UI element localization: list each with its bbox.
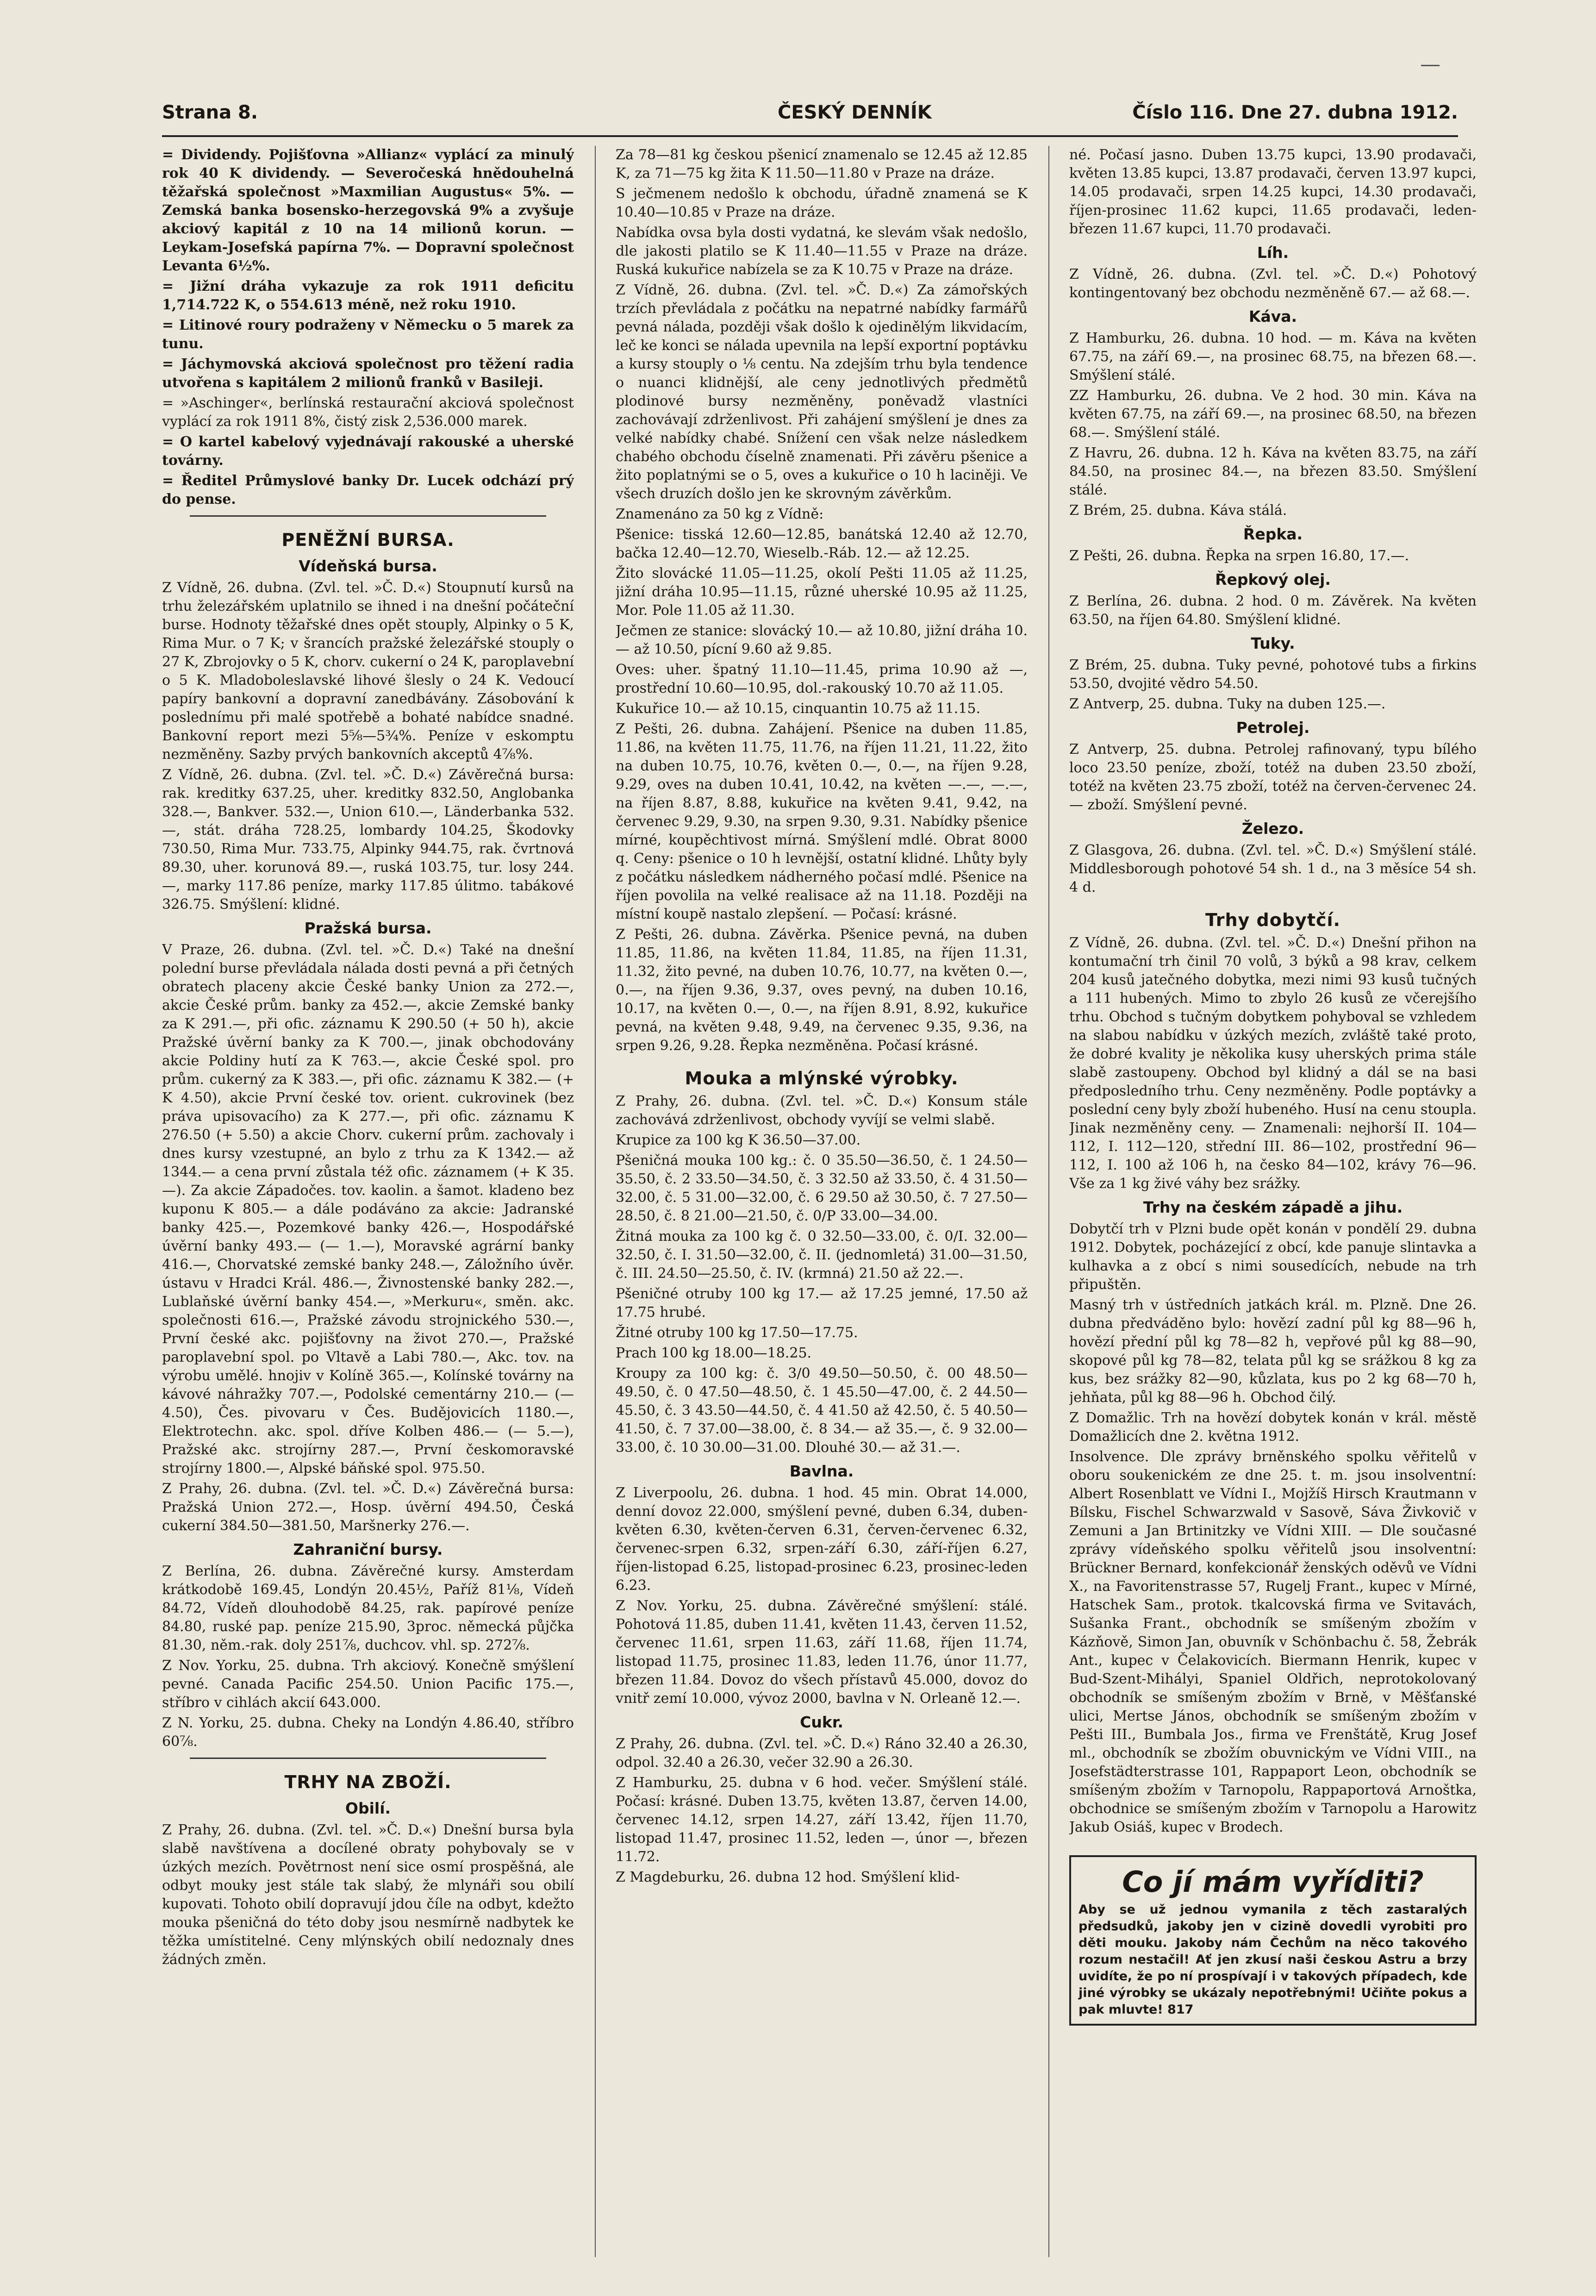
column-1 [162, 146, 574, 2257]
market-report: Z Prahy, 26. dubna. (Zvl. tel. »Č. D.«) Dnešní bursa byla slabě navštívena a docílené obraty pohybovaly se v úzkých mezích. Povětrnost není sice osmí prospěšná, ale odbyt mouky jest stále tak slabý, že mlynáři sou obilí kupovati. Tohoto obilí dopravují jdou číle na odbyt, kdežto mouka pšeničná do této doby jsou nesmírně nadbytek ke těžka umístitelné. Ceny mlýnských obilí nedoznaly dnes žádných změn. [162, 1822, 574, 1968]
market-report: ZZ Hamburku, 26. dubna. Ve 2 hod. 30 min. Káva na květen 67.75, na září 69.—, na prosinec 68.50, na březen 68.—. Smýšlení stálé. [1069, 388, 1477, 441]
market-report: Z Hamburku, 25. dubna v 6 hod. večer. Smýšlení stálé. Počasí: krásné. Duben 13.75, květen 13.87, červen 14.00, červenec 14.12, srpen 14.27, září 13.42, říjen 11.70, listopad 11.47, prosinec 11.52, leden —, únor —, březen 11.72. [616, 1775, 1028, 1865]
subsection-heading: Líh. [1257, 244, 1289, 262]
page-corner-mark [1421, 65, 1440, 66]
subsection-heading: Řepka. [1243, 525, 1303, 543]
insolvency-report: Insolvence. Dle zprávy brněnského spolku věřitelů v oboru soukenickém ze dne 25. t. m. jsou insolventní: Albert Rosenblatt ve Vídni I., Mojžíš Hirsch Krautmann v Bílsku, Fischel Schwarzwald v Sasově, Sáva Živkovič v Zemuni a Jan Brtinitzky ve Vídni XIII. — Dle současné zprávy vídeňského spolku věřitelů jsou insolventní: Brückner Bernard, konfekcionář ženských oděvů ve Vídni X., na Favoritenstrasse 57, Rugelj Frant., kupec v Mírné, Hatschek Sam., protok. tkalcovská firma ve Svitavách, Sušanka Frant., obchodník se smíšeným zbožím v Kázňově, Simon Jan, obuvník v Schönbachu č. 58, Žebrák Ant., kupec v Čelakovicích. Biermann Henrik, kupec v Bud-Szent-Mihályi, Spaniel Oldřich, neprotokolovaný obchodník se smíšeným zbožím v Brně, v Měšťanské ulici, Mertse János, obchodník se smíšeným zbožím v Pešti III., Bumbala Jos., firma ve Frenštátě, Krug Josef ml., obchodník se zbožím obuvnickým ve Vídni VIII., na Josefstädterstrasse 101, Rappaport Leon, obchodník se smíšeným zbožím v Tarnopolu, Rappaportová Arnoštka, obchodnice se smíšeným zbožím v Tarnopolu a Harowitz Jakub Osiáš, kupec v Brodech. [1069, 1449, 1477, 1835]
market-report: Pšeničné otruby 100 kg 17.— až 17.25 jemné, 17.50 až 17.75 hrubé. [616, 1286, 1028, 1320]
market-report: Z Brém, 25. dubna. Tuky pevné, pohotové tubs a firkins 53.50, dvojité vědro 54.50. [1069, 657, 1477, 692]
subsection-heading: Obilí. [345, 1799, 391, 1817]
section-rule [190, 1758, 546, 1759]
market-report: Žitná mouka za 100 kg č. 0 32.50—33.00, č. 0/I. 32.00—32.50, č. I. 31.50—32.00, č. II. (jednomletá) 31.00—31.50, č. III. 24.50—25.50, č. IV. (krmná) 21.50 až 22.—. [616, 1228, 1028, 1282]
subsection-heading: Petrolej. [1236, 719, 1310, 737]
news-brief: = Jižní dráha vykazuje za rok 1911 deficitu 1,714.722 K, o 554.613 méně, než roku 1910. [162, 278, 574, 313]
section-heading: TRHY NA ZBOŽÍ. [284, 1772, 452, 1792]
market-report: Z Pešti, 26. dubna. Zahájení. Pšenice na duben 11.85, 11.86, na květen 11.75, 11.76, na říjen 11.21, 11.22, žito na duben 10.75, 10.76, květen 0.—, 0.—, na říjen 9.28, 9.29, oves na duben 10.41, 10.42, na květen —.—, —.—, na říjen 8.87, 8.88, kukuřice na květen 9.41, 9.42, na červenec 9.29, 9.30, na srpen 9.30, 9.31. Nabídky pšenice mírné, koupěchtivost mírná. Smýšlení mdlé. Obrat 8000 q. Ceny: pšenice o 10 h levnější, ostatní klidné. Lhůty byly z počátku následkem nádherného počasí mdlé. Pšenice na říjen povolila na velké realisace až na 11.18. Později na místní koupě nastalo zlepšení. — Počasí: krásné. [616, 721, 1028, 922]
column-divider-1 [595, 146, 596, 2257]
market-report: Z Vídně, 26. dubna. (Zvl. tel. »Č. D.«) Stoupnutí kursů na trhu železářském uplatnilo se ihned i na dnešní počáteční burse. Hodnoty těžařské dnes opět stouply, Alpinky o 5 K, Rima Mur. o 7 K; v šrancích pražské železářské stouply o 27 K, Zbrojovky o 5 K, chorv. cukerní o 24 K, paroplavební o 5 K. Mladoboleslavské lihové šlesly o 24 K. Vedoucí papíry bankovní a dopravní zanedbávány. Zásobování k poslednímu při malé spotřebě a bohaté nabídce snadné. Bankovní report mezi 5⅝—5¾%. Peníze v eskomptu nezměněny. Sazby prvých bankovních akceptů 4⅞%. [162, 580, 574, 763]
section-rule [190, 515, 546, 517]
subsection-heading: Řepkový olej. [1215, 570, 1331, 588]
market-report: Z N. Yorku, 25. dubna. Cheky na Londýn 4.86.40, stříbro 60⅞. [162, 1715, 574, 1750]
subsection-heading: Železo. [1241, 820, 1304, 838]
market-report: Kroupy za 100 kg: č. 3/0 49.50—50.50, č. 00 48.50—49.50, č. 0 47.50—48.50, č. 1 45.50—47.00, č. 2 44.50—45.50, č. 3 43.50—44.50, č. 4 41.50 až 42.50, č. 5 40.50—41.50, č. 7 37.00—38.00, č. 8 34.— až 35.—, č. 9 32.00—33.00, č. 10 30.00—31.00. Dlouhé 30.— až 31.—. [616, 1365, 1028, 1456]
news-brief: = Dividendy. Pojišťovna »Allianz« vyplácí za minulý rok 40 K dividendy. — Severočeská hnědouhelná těžařská společnost »Maxmilian Augustus« 5%. — Zemská banka bosensko-herzegovská 9% a zvyšuje akciový kapitál z 10 na 14 milionů korun. — Leykam-Josefská papírna 7%. — Dopravní společnost Levanta 6½%. [162, 147, 574, 274]
subsection-heading: Káva. [1248, 307, 1297, 325]
market-report: Dobytčí trh v Plzni bude opět konán v pondělí 29. dubna 1912. Dobytek, pocházející z obcí, kde panuje slintavka a kulhavka a z obcí s nimi sousedících, nebude na trh připuštěn. [1069, 1221, 1477, 1293]
subsection-heading: Zahraniční bursy. [293, 1540, 443, 1558]
news-brief: = Jáchymovská akciová společnost pro těžení radia utvořena s kapitálem 2 milionů franků v Basileji. [162, 356, 574, 391]
column-3 [1069, 146, 1477, 2257]
market-report: Z Antverp, 25. dubna. Tuky na duben 125.—. [1069, 696, 1386, 712]
news-brief: = O kartel kabelový vyjednávají rakouské a uherské továrny. [162, 434, 574, 469]
subsection-heading: Cukr. [800, 1713, 843, 1731]
market-report: Z Antverp, 25. dubna. Petrolej rafinovaný, typu bílého loco 23.50 peníze, zboží, totéž na duben 23.50 zboží, totéž na květen 23.75 zboží, totéž na červen-červenec 24.— zboží. Smýšlení pevné. [1069, 741, 1477, 813]
page-number: Strana 8. [162, 102, 258, 123]
market-report: né. Počasí jasno. Duben 13.75 kupci, 13.90 prodavači, květen 13.85 kupci, 13.87 prodavači, červen 13.97 kupci, 14.05 prodavači, srpen 14.25 kupci, 14.30 prodavači, říjen-prosinec 11.62 kupci, 11.65 prodavači, leden-březen 11.67 kupci, 11.70 prodavači. [1069, 147, 1477, 237]
issue-info: Číslo 116. Dne 27. dubna 1912. [1132, 102, 1458, 123]
market-report: Z Brém, 25. dubna. Káva stálá. [1069, 502, 1287, 519]
market-report: Za 78—81 kg českou pšenicí znamenalo se 12.45 až 12.85 K, za 71—75 kg žita K 11.50—11.80 v Praze na dráze. [616, 147, 1028, 181]
subsection-heading: Vídeňská bursa. [299, 557, 437, 575]
section-heading: Mouka a mlýnské výrobky. [685, 1068, 959, 1089]
market-report: Prach 100 kg 18.00—18.25. [616, 1345, 812, 1361]
market-report: Masný trh v ústředních jatkách král. m. Plzně. Dne 26. dubna předváděno bylo: hovězí zadní půl kg 88—96 h, hovězí přední půl kg 78—82 h, vepřové půl kg 88—90, skopové půl kg 78—82, telata půl kg se srážkou 8 kg za kus, bez srážky 82—90, kůzlata, kus po 2 kg 68—70 h, jehňata, půl kg 88—96 h. Obchod čilý. [1069, 1297, 1477, 1406]
market-report: Ječmen ze stanice: slovácký 10.— až 10.80, jižní dráha 10.— až 10.50, pícní 9.60 až 9.85. [616, 623, 1028, 657]
market-report: Oves: uher. špatný 11.10—11.45, prima 10.90 až —, prostřední 10.60—10.95, dol.-rakouský 10.70 až 11.05. [616, 662, 1028, 696]
market-report: Kukuřice 10.— až 10.15, cinquantin 10.75 až 11.15. [616, 701, 981, 717]
column-divider-2 [1048, 146, 1049, 2257]
market-report: Nabídka ovsa byla dosti vydatná, ke slevám však nedošlo, dle jakosti platilo se K 11.40—11.55 v Praze na dráze. Ruská kukuřice nabízela se za K 10.75 v Praze na dráze. [616, 225, 1028, 278]
market-report: Z Vídně, 26. dubna. (Zvl. tel. »Č. D.«) Dnešní přihon na kontumační trh činil 70 volů, 3 býků a 98 krav, celkem 204 kusů jatečného dobytka, mezi nimi 93 kusů tučných a 111 hubených. Mimo to zbylo 26 kusů ze včerejšího trhu. Obchod s tučným dobytkem pohyboval se vzhledem na slabou nabídku v úzkých mezích, zvláště také proto, že dobré kvality je několika kusy uherských prima stále slabě zastoupeny. Obchod byl klidný a dál se na basi předposledního trhu. Ceny nezměněny. Podle poptávky a poslední ceny byly zboží hubeného. Husí na cenu stoupla. Jinak nezměněny ceny. — Znamenali: nejhorší II. 104—112, I. 112—120, střední III. 86—102, prostřední 96—112, I. 100 až 106 h, na česko 84—102, krávy 76—96. Vše za 1 kg živé váhy bez srážky. [1069, 935, 1477, 1192]
masthead-title: ČESKÝ DENNÍK [778, 102, 932, 123]
market-report: Z Vídně, 26. dubna. (Zvl. tel. »Č. D.«) Závěrečná bursa: rak. kreditky 637.25, uher. kreditky 832.50, Anglobanka 328.—, Bankver. 532.—, Union 610.—, Länderbanka 532.—, stát. dráha 728.25, lombardy 104.25, Škodovky 730.50, Rima Mur. 733.75, Alpinky 944.75, rak. čvrtnová 89.30, uher. korunová 89.—, ruská 103.75, tur. losy 244.—, marky 117.86 peníze, marky 117.85 úlitmo. tabákové 326.75. Smýšlení: klidné. [162, 767, 574, 913]
subsection-heading: Bavlna. [789, 1462, 854, 1480]
market-report: Krupice za 100 kg K 36.50—37.00. [616, 1132, 861, 1148]
market-report: Z Pešti, 26. dubna. Řepka na srpen 16.80, 17.—. [1069, 548, 1409, 564]
market-report: Pšeničná mouka 100 kg.: č. 0 35.50—36.50, č. 1 24.50—35.50, č. 2 33.50—34.50, č. 3 32.50 až 33.50, č. 4 31.50—32.00, č. 5 31.00—32.00, č. 6 29.50 až 30.50, č. 7 27.50—28.50, č. 8 21.00—21.50, č. 0/P 33.00—34.00. [616, 1152, 1028, 1224]
market-report: Žito slovácké 11.05—11.25, okolí Pešti 11.05 až 11.25, jižní dráha 10.95—11.15, různé uherské 10.95 až 11.25, Mor. Pole 11.05 až 11.30. [616, 565, 1028, 619]
market-report: Z Prahy, 26. dubna. (Zvl. tel. »Č. D.«) Konsum stále zachovává zdrženlivost, obchody vyvíjí se velmi slabě. [616, 1093, 1028, 1128]
market-report: Z Vídně, 26. dubna. (Zvl. tel. »Č. D.«) Za zámořských trzích převládala z počátku na nepatrné nabídky farmářů pevná nálada, později však došlo k ojedinělým likvidacím, leč ke konci se nálada upevnila na lepší exportní poptávku a kursy stouply o ⅛ centu. Na zdejším trhu byla tendence o nuanci klidnější, ale ceny jednotlivých předmětů plodinové bursy nezměněny, poněvadž vlastníci zachovávají zdrženlivost. Při zahájení smýšlení je dnes za velké nabídky chabé. Snížení cen však nelze následkem chabého obchodu číselně znamenati. Při závěru pšenice a žito poplatnými se o 5, oves a kukuřice o 10 h laciněji. Ve všech druzích došlo jen ke skrovným závěrkům. [616, 282, 1028, 502]
market-report: Z Glasgova, 26. dubna. (Zvl. tel. »Č. D.«) Smýšlení stálé. Middlesborough pohotové 54 sh. 1 d., na 3 měsíce 54 sh. 4 d. [1069, 842, 1477, 895]
market-report: Z Hamburku, 26. dubna. 10 hod. — m. Káva na květen 67.75, na září 69.—, na prosinec 68.75, na březen 68.—. Smýšlení stálé. [1069, 330, 1477, 383]
market-report: Znamenáno za 50 kg z Vídně: [616, 506, 824, 522]
news-brief: = Ředitel Průmyslové banky Dr. Lucek odchází prý do pense. [162, 473, 574, 507]
market-report: Z Prahy, 26. dubna. (Zvl. tel. »Č. D.«) Ráno 32.40 a 26.30, odpol. 32.40 a 26.30, večer 32.90 a 26.30. [616, 1736, 1028, 1770]
section-heading: Trhy dobytčí. [1205, 910, 1340, 930]
page-header [162, 102, 1458, 130]
market-report: Pšenice: tisská 12.60—12.85, banátská 12.40 až 12.70, bačka 12.40—12.70, Wieselb.-Ráb. 12.— až 12.25. [616, 526, 1028, 561]
market-report: Z Berlína, 26. dubna. 2 hod. 0 m. Závěrek. Na květen 63.50, na říjen 64.80. Smýšlení klidné. [1069, 593, 1477, 628]
market-report: V Praze, 26. dubna. (Zvl. tel. »Č. D.«) Také na dnešní polední burse převládala nálada dosti pevná a při četných obratech placeny akcie České banky Union za 272.—, akcie České prům. banky za 452.—, akcie Zemské banky za K 291.—, při ofic. záznamu K 290.50 (+ 50 h), akcie Pražské úvěrní banky za K 700.—, jinak obchodovány akcie Poldiny hutí za K 763.—, akcie České spol. pro prům. cukerný za K 383.—, při ofic. záznamu K 382.— (+ K 4.50), akcie První české tov. orient. cukrovinek (bez práva upisovacího) za K 277.—, při ofic. záznamu K 276.50 (+ 5.50) a akcie Chorv. cukerní prům. zachovaly i dnes kursy vzestupné, an bylo z trhu za K 1342.— až 1344.— a cena první zůstala též ofic. záznamem (+ K 35.—). Za akcie Západočes. tov. kaolin. a šamot. kladeno bez kuponu K 805.— a dále podáváno za akcie: Jadranské banky 425.—, Pozemkové banky 426.—, Hospodářské úvěrní banky 493.— (— 1.—), Moravské agrární banky 416.—, Chorvatské zemské banky 248.—, Záložního úvěr. ústavu v Hradci Král. 486.—, Živnostenské banky 282.—, Lublaňské úvěrní banky 454.—, »Merkuru«, směn. akc. společnosti 616.—, Pražské závodu strojnického 530.—, První české akc. pojišťovny na život 270.—, Pražské paroplavební spol. po Vltavě a Labi 780.—, Akc. tov. na výrobu umělé. hnojiv v Kolíně 365.—, Kolínské továrny na kávové náhražky 707.—, Podolské cementárny 210.— (— 4.50), Čes. pivovaru v Čes. Budějovicích 1180.—, Elektrotechn. akc. spol. dříve Kolben 486.— (— 5.—), Pražské akc. strojírny 287.—, První českomoravské strojírny 1800.—, Alpské báňské spol. 975.50. [162, 942, 574, 1476]
market-report: Z Havru, 26. dubna. 12 h. Káva na květen 83.75, na září 84.50, na prosinec 84.—, na březen 83.50. Smýšlení stálé. [1069, 445, 1477, 498]
market-report: Z Magdeburku, 26. dubna 12 hod. Smýšlení klid- [616, 1869, 960, 1885]
market-report: Z Pešti, 26. dubna. Závěrka. Pšenice pevná, na duben 11.85, 11.86, na květen 11.84, 11.85, na říjen 11.31, 11.32, žito pevné, na duben 10.76, 10.77, na květen 0.—, 0.—, na říjen 9.36, 9.37, oves pevný, na duben 10.16, 10.17, na květen 0.—, 0.—, na říjen 8.91, 8.92, kukuřice pevná, na květen 9.48, 9.49, na červenec 9.35, 9.36, na srpen 9.26, 9.28. Řepka nezměněna. Počasí krásné. [616, 926, 1028, 1054]
market-report: Z Prahy, 26. dubna. (Zvl. tel. »Č. D.«) Závěrečná bursa: Pražská Union 272.—, Hosp. úvěrní 494.50, Česká cukerní 384.50—381.50, Maršnerky 276.—. [162, 1481, 574, 1534]
column-2 [616, 146, 1028, 2257]
news-brief: = Litinové roury podraženy v Německu o 5 marek za tunu. [162, 317, 574, 352]
news-brief: = »Aschinger«, berlínská restaurační akciová společnost vyplácí za rok 1911 8%, čistý zisk 2,536.000 marek. [162, 395, 574, 430]
market-report: Z Liverpoolu, 26. dubna. 1 hod. 45 min. Obrat 14.000, denní dovoz 22.000, smýšlení pevné, duben 6.34, duben-květen 6.30, květen-červen 6.31, červen-červenec 6.32, červenec-srpen 6.32, srpen-září 6.30, září-říjen 6.27, říjen-listopad 6.25, listopad-prosinec 6.23, prosinec-leden 6.23. [616, 1485, 1028, 1594]
market-report: S ječmenem nedošlo k obchodu, úřadně znamená se K 10.40—10.85 v Praze na dráze. [616, 186, 1028, 220]
subsection-heading: Pražská bursa. [304, 919, 432, 937]
market-report: Z Vídně, 26. dubna. (Zvl. tel. »Č. D.«) Pohotový kontingentovaný bez obchodu nezměněně 67.— až 68.—. [1069, 266, 1477, 301]
advertisement-body: Aby se už jednou vymanila z těch zastaralých předsudků, jakoby jen v cizině dovedli vyrobiti pro děti mouku. Jakoby nám Čechům na něco takového rozum nestačil! Ať jen zkusí naši českou Astru a brzy uvidíte, že po ní prospívají i v takových případech, kde jiné výrobky se ukázaly nepotřebnými! Učiňte pokus a pak mluvte! 817 [1079, 1902, 1467, 2017]
subsection-heading: Trhy na českém západě a jihu. [1143, 1198, 1403, 1216]
section-heading: PENĚŽNÍ BURSA. [281, 530, 455, 550]
market-report: Z Berlína, 26. dubna. Závěrečné kursy. Amsterdam krátkodobě 169.45, Londýn 20.45½, Paříž 81⅛, Vídeň 84.72, Vídeň dlouhodobě 84.25, rak. papírové peníze 84.80, ruské pap. peníze 215.90, 3proc. německá půjčka 81.30, něm.-rak. doly 251⅞, duchcov. vhl. sp. 272⅞. [162, 1563, 574, 1653]
advertisement-title: Co jí mám vyříditi? [1122, 1865, 1424, 1899]
header-rule [162, 135, 1458, 137]
advertisement-box [1069, 1855, 1477, 2026]
market-report: Z Nov. Yorku, 25. dubna. Závěrečné smýšlení: stálé. Pohotová 11.85, duben 11.41, květen 11.43, červen 11.52, červenec 11.61, srpen 11.63, září 11.68, říjen 11.74, listopad 11.75, prosinec 11.83, leden 11.76, únor 11.77, březen 11.84. Dovoz do všech přístavů 45.000, dovoz do vnitř zemí 10.000, vývoz 2000, bavlna v N. Orleaně 12.—. [616, 1598, 1028, 1707]
market-report: Z Domažlic. Trh na hovězí dobytek konán v král. městě Domažlicích dne 2. května 1912. [1069, 1410, 1477, 1445]
market-report: Žitné otruby 100 kg 17.50—17.75. [616, 1325, 858, 1341]
market-report: Z Nov. Yorku, 25. dubna. Trh akciový. Konečně smýšlení pevné. Canada Pacific 254.50. Union Pacific 175.—, stříbro v cihlách akcií 643.000. [162, 1658, 574, 1711]
subsection-heading: Tuky. [1251, 634, 1295, 652]
